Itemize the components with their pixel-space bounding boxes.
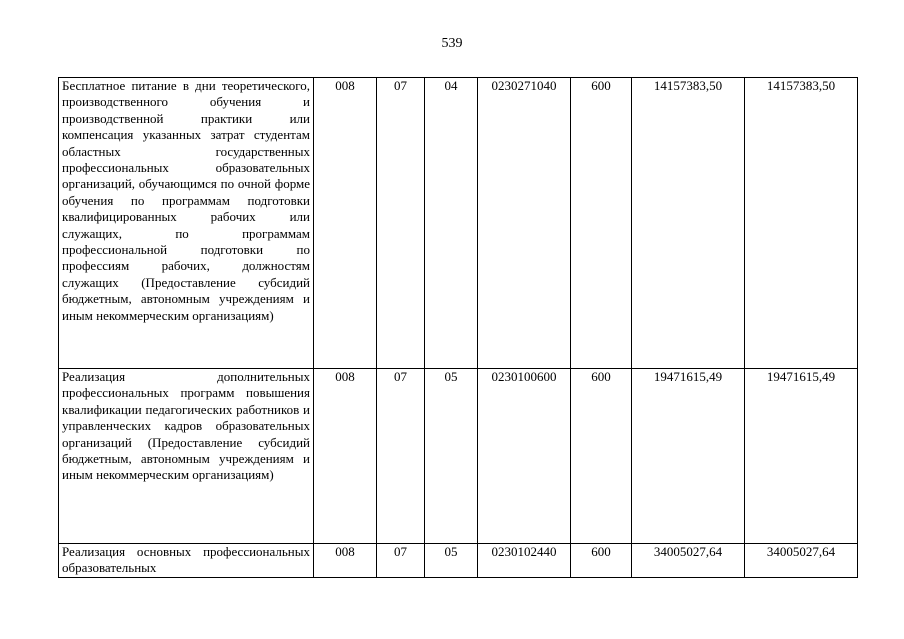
page-number: 539 xyxy=(441,36,463,51)
table-row xyxy=(59,78,858,369)
subsection-code: 04 xyxy=(425,78,478,369)
table-row xyxy=(59,369,858,544)
row-description: Бесплатное питание в дни теоретического, производственного обучения и производственной практики или компенсация указанных затрат студентам областных государственных профессиональных образовательных организаций, обучающимся по очной форме обучения по программам подготовки квалифицированных рабочих или служащих, по программам профессиональной подготовки по профессиям рабочих, должностям служащих (Предоставление субсидий бюджетным, автономным учреждениям и иным некоммерческим организациям) xyxy=(59,78,314,369)
amount-2: 14157383,50 xyxy=(745,78,858,369)
target-article-code: 0230102440 xyxy=(478,544,571,578)
amount-2: 34005027,64 xyxy=(745,544,858,578)
target-article-code: 0230100600 xyxy=(478,369,571,544)
expense-type-code: 600 xyxy=(571,369,632,544)
ministry-code: 008 xyxy=(314,369,377,544)
table-row xyxy=(59,544,858,578)
amount-1: 19471615,49 xyxy=(632,369,745,544)
section-code: 07 xyxy=(377,544,425,578)
section-code: 07 xyxy=(377,78,425,369)
amount-2: 19471615,49 xyxy=(745,369,858,544)
row-description: Реализация основных профессиональных образовательных xyxy=(59,544,314,578)
expense-type-code: 600 xyxy=(571,78,632,369)
ministry-code: 008 xyxy=(314,544,377,578)
subsection-code: 05 xyxy=(425,369,478,544)
budget-table xyxy=(58,77,858,578)
subsection-code: 05 xyxy=(425,544,478,578)
amount-1: 34005027,64 xyxy=(632,544,745,578)
amount-1: 14157383,50 xyxy=(632,78,745,369)
ministry-code: 008 xyxy=(314,78,377,369)
section-code: 07 xyxy=(377,369,425,544)
row-description: Реализация дополнительных профессиональных программ повышения квалификации педагогических работников и управленческих кадров образовательных организаций (Предоставление субсидий бюджетным, автономным учреждениям и иным некоммерческим организациям) xyxy=(59,369,314,544)
target-article-code: 0230271040 xyxy=(478,78,571,369)
expense-type-code: 600 xyxy=(571,544,632,578)
